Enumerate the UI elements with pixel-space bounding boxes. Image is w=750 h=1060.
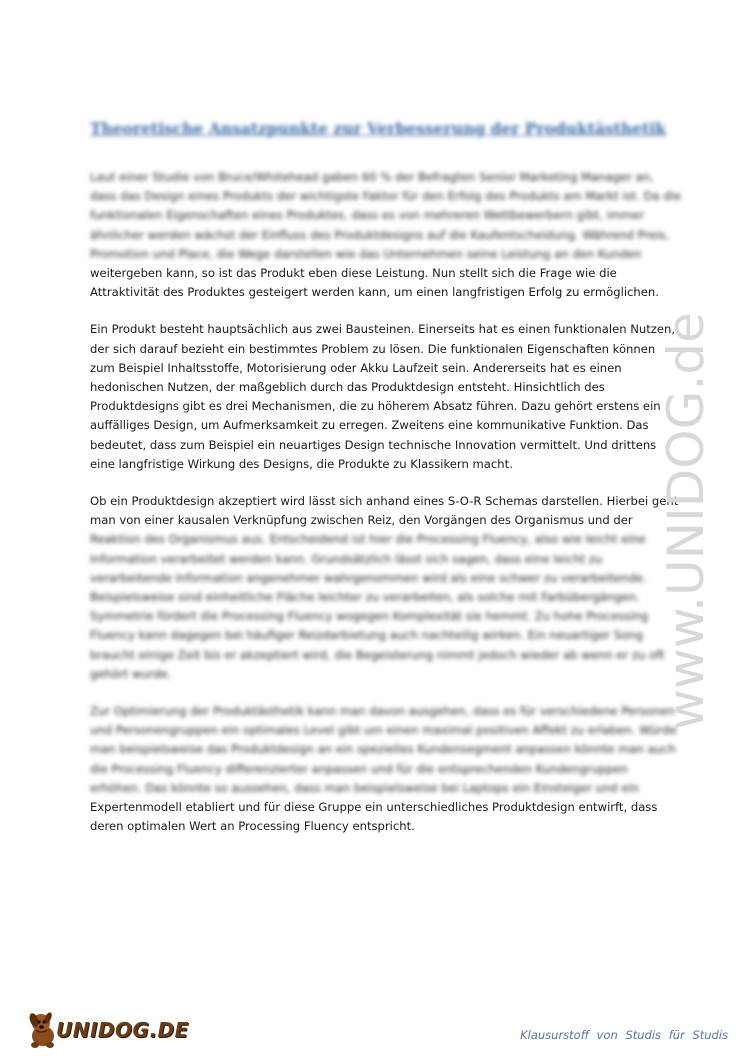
footer-tagline: Klausurstoff von Studis für Studis bbox=[520, 1028, 728, 1042]
text-line: deren optimalen Wert an Processing Fluency entspricht. bbox=[90, 819, 415, 834]
text-line: der sich darauf bezieht ein bestimmtes Problem zu lösen. Die funktionalen Eigenschaften können bbox=[90, 341, 656, 356]
blurred-text-line: dass das Design eines Produkts der wichtigste Faktor für den Erfolg des Produkts am Markt ist. Da die bbox=[90, 189, 681, 204]
blurred-text-line: gehört wurde. bbox=[90, 666, 172, 681]
text-line: eine langfristige Wirkung des Designs, die Produkte zu Klassikern macht. bbox=[90, 456, 513, 471]
blurred-text-line: ähnlicher werden wächst der Einfluss des Produktdesigns auf die Kaufentscheidung. Während Preis, bbox=[90, 227, 669, 242]
blurred-text-line: man beispielsweise das Produktdesign an ein spezielles Kundensegment anpassen könnte man auch bbox=[90, 742, 676, 757]
blurred-text-line: verarbeitende Information angenehmer wahrgenommen wird als eine schwer zu verarbeitende. bbox=[90, 570, 647, 585]
document-body bbox=[90, 168, 681, 855]
text-line: auffälliges Design, um Aufmerksamkeit zu erregen. Zweitens eine kommunikative Funktion. Das bbox=[90, 418, 649, 433]
text-line: man von einer kausalen Verknüpfung zwischen Reiz, den Vorgängen des Organismus und der bbox=[90, 513, 633, 528]
text-line: weitergeben kann, so ist das Produkt eben diese Leistung. Nun stellt sich die Frage wie die bbox=[90, 266, 617, 281]
blurred-text-line: Beispielsweise sind einheitliche Fläche leichter zu verarbeiten, als solche mit Farbübergängen. bbox=[90, 590, 640, 605]
paragraph bbox=[90, 702, 677, 836]
blurred-text-line: Zur Optimierung der Produktästhetik kann man davon ausgehen, dass es für verschiedene Personen bbox=[90, 704, 675, 719]
watermark-text: www.UNIDOG.de bbox=[657, 312, 715, 730]
text-line: hedonischen Nutzen, der maßgeblich durch das Produktdesign entsteht. Hinsichtlich des bbox=[90, 380, 605, 395]
text-line: Ein Produkt besteht hauptsächlich aus zwei Bausteinen. Einerseits hat es einen funktionalen Nutzen, bbox=[90, 322, 676, 337]
blurred-text-line: Fluency kann dagegen bei häufiger Reizdarbietung auch nachteilig wirken. Ein neuartiger Song bbox=[90, 628, 643, 643]
blurred-text-line: Information verarbeitet werden kann. Grundsätzlich lässt sich sagen, dass eine leicht zu bbox=[90, 551, 603, 566]
blurred-text-line: Promotion und Place, die Wege darstellen wie das Unternehmen seine Leistung an den Kunden bbox=[90, 246, 642, 261]
text-line: zum Beispiel Inhaltsstoffe, Motorisierung oder Akku Laufzeit sein. Andererseits hat es einen bbox=[90, 360, 622, 375]
blurred-text-line: Reaktion des Organismus aus. Entscheidend ist hier die Processing Fluency, also wie leicht eine bbox=[90, 532, 646, 547]
text-line: Ob ein Produktdesign akzeptiert wird lässt sich anhand eines S-O-R Schemas darstellen. Hierbei geht bbox=[90, 494, 679, 509]
blurred-text-line: Symmetrie fördert die Processing Fluency wogegen Komplexität sie hemmt. Zu hohe Processing bbox=[90, 609, 649, 624]
text-line: Expertenmodell etabliert und für diese Gruppe ein unterschiedliches Produktdesign entwirft, dass bbox=[90, 800, 658, 815]
paragraph bbox=[90, 168, 681, 302]
blurred-text-line: und Personengruppen ein optimales Level gibt um einen maximal positiven Affekt zu erlaben. Würde bbox=[90, 723, 677, 738]
blurred-text-line: braucht einige Zeit bis er akzeptiert wird, die Begeisterung nimmt jedoch wieder ab wenn er zu oft bbox=[90, 647, 665, 662]
paragraph bbox=[90, 492, 679, 684]
text-line: Produktdesigns gibt es drei Mechanismen, die zu höherem Absatz führen. Dazu gehört erstens ein bbox=[90, 399, 661, 414]
logo-text: UNIDOG.DE bbox=[56, 1018, 189, 1042]
footer-logo[interactable] bbox=[26, 1008, 189, 1052]
blurred-text-line: Laut einer Studie von Bruce/Whitehead gaben 60 % der Befragten Senior Marketing Manager an, bbox=[90, 170, 654, 184]
paragraph bbox=[90, 320, 676, 474]
text-line: Attraktivität des Produktes gesteigert werden kann, um einen langfristigen Erfolg zu ermöglichen. bbox=[90, 285, 659, 300]
text-line: bedeutet, dass zum Beispiel ein neuartiges Design technische Innovation vermittelt. Und drittens bbox=[90, 437, 657, 452]
blurred-text-line: erhöhen. Das könnte so aussehen, dass man beispielsweise bei Laptops ein Einsteiger und ein bbox=[90, 780, 639, 795]
blurred-text-line: funktionalen Eigenschaften eines Produktes, dass es von mehreren Wettbewerbern gibt, immer bbox=[90, 208, 645, 223]
document-title: Theoretische Ansatzpunkte zur Verbesserung der Produktästhetik bbox=[90, 119, 666, 138]
dog-mascot-icon bbox=[26, 1010, 60, 1050]
blurred-text-line: die Processing Fluency differenzierter anpassen und für die entsprechenden Kundengruppen bbox=[90, 761, 628, 776]
watermark bbox=[618, 275, 738, 745]
